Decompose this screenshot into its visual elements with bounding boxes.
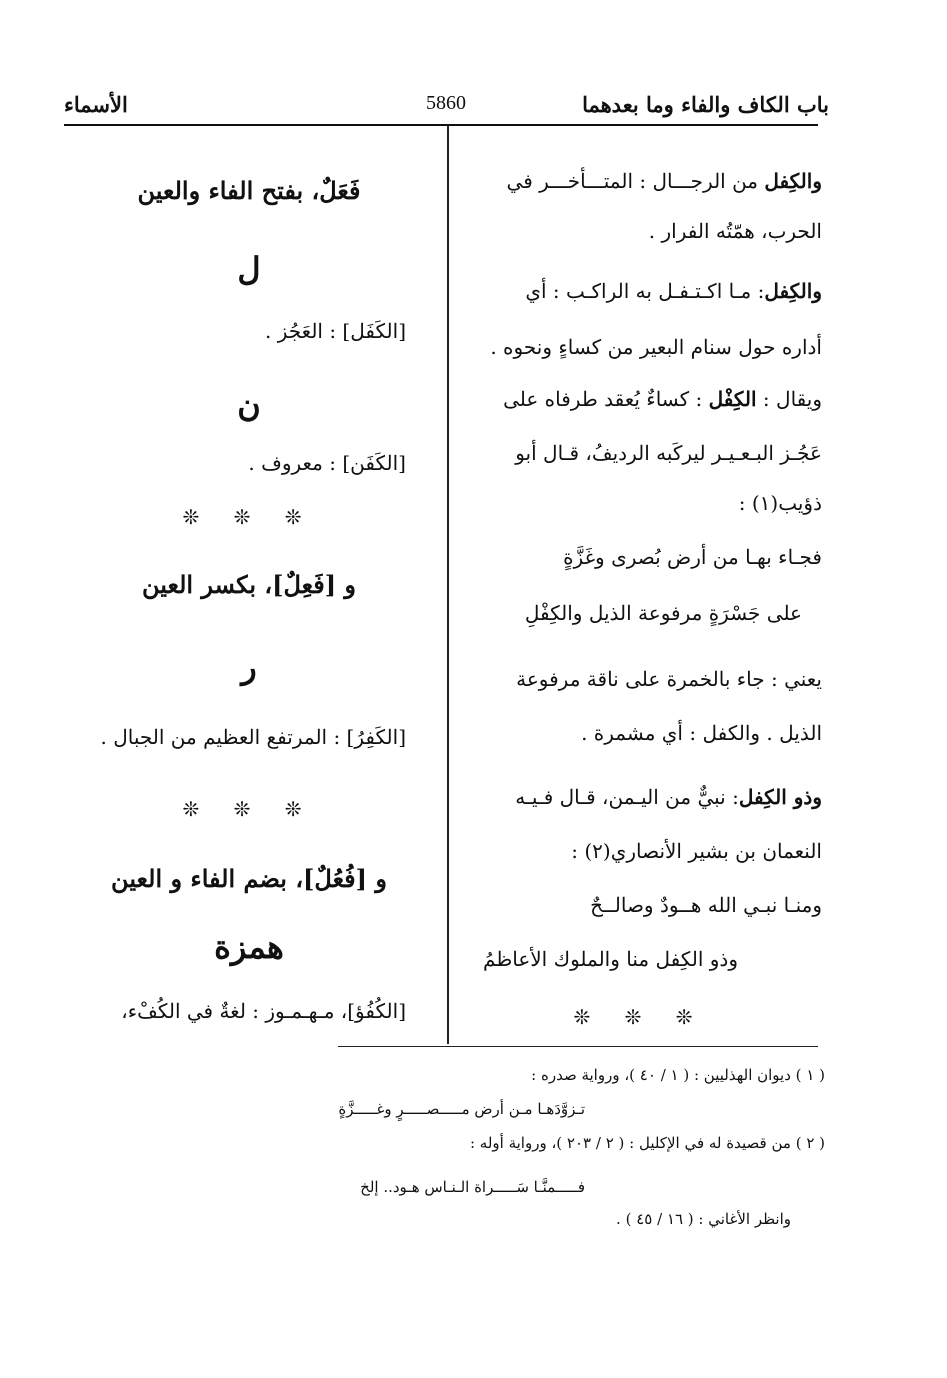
column-divider xyxy=(447,126,449,1044)
pattern-heading: و [فَعِلٌ]، بكسر العين xyxy=(142,570,356,599)
entry-line: ويقال : الكِفْل : كساءٌ يُعقد طرفاه على xyxy=(503,387,822,411)
letter-heading: همزة xyxy=(214,928,284,966)
letter-heading: ل xyxy=(237,250,261,288)
footnote: ( ٢ ) من قصيدة له في الإكليل : ( ٢ / ٢٠٣ )، ورواية أوله : xyxy=(469,1134,825,1152)
footnote: وانظر الأغاني : ( ١٦ / ٤٥ ) . xyxy=(616,1210,791,1228)
verse-line: ومنـا نبـي الله هــودٌ وصالــحٌ xyxy=(590,893,822,917)
footnote: ( ١ ) ديوان الهذليين : ( ١ / ٤٠ )، ورواية صدره : xyxy=(531,1066,825,1084)
footnote-rule xyxy=(338,1046,818,1047)
verse-line: وذو الكِفل منا والملوك الأعاظمُ xyxy=(483,947,738,971)
letter-heading: ر xyxy=(241,648,257,686)
footnote-verse: تـزوَّدَهـا مـن أرض مـــــصـــــرٍ وغـــــزَّةٍ xyxy=(338,1100,585,1118)
entry-line: النعمان بن بشير الأنصاري(٢) : xyxy=(571,839,822,863)
entry-line: [الكَفِرُ] : المرتفع العظيم من الجبال . xyxy=(100,725,406,749)
pattern-heading: فَعَلٌ، بفتح الفاء والعين xyxy=(137,176,361,205)
separator-stars: ❊ ❊ ❊ xyxy=(573,1005,707,1029)
entry-line: وذو الكِفل: نبيٌّ من اليـمن، قـال فـيـه xyxy=(515,785,822,809)
entry-line: عَجُـز البـعـيـر ليركَبه الرديفُ، قـال أبو xyxy=(515,441,822,465)
separator-stars: ❊ ❊ ❊ xyxy=(182,505,316,529)
entry-line: يعني : جاء بالخمرة على ناقة مرفوعة xyxy=(516,667,822,691)
separator-stars: ❊ ❊ ❊ xyxy=(182,797,316,821)
verse-line: فجـاء بهـا من أرض بُصرى وغَزَّةٍ xyxy=(563,545,822,569)
entry-line: [الكَفَن] : معروف . xyxy=(248,451,406,475)
entry-line: والكِفل: مـا اكـتـفـل به الراكـب : أي xyxy=(525,279,822,303)
entry-line: [الكُفُؤ]، مـهـمـوز : لغةٌ في الكُفْء، xyxy=(121,999,406,1023)
entry-line: والكِفل من الرجـــال : المتـــأخـــر في xyxy=(506,169,822,193)
section-title: الأسماء xyxy=(64,92,128,117)
entry-line: [الكَفَل] : العَجُز . xyxy=(265,319,406,343)
entry-line: أداره حول سنام البعير من كساءٍ ونحوه . xyxy=(490,335,822,359)
entry-line: الحرب، همّتُه الفرار . xyxy=(648,219,822,243)
footnote-verse: فـــــمنَّـا سَـــــراة الـنـاس هـود.. إلخ xyxy=(360,1178,585,1196)
entry-line: الذيل . والكفل : أي مشمرة . xyxy=(581,721,822,745)
pattern-heading: و [فُعُلٌ]، بضم الفاء و العين xyxy=(111,864,387,893)
entry-line: ذؤيب(١) : xyxy=(738,491,822,515)
chapter-title: باب الكاف والفاء وما بعدهما xyxy=(582,92,829,117)
letter-heading: ن xyxy=(237,386,261,424)
verse-line: على جَسْرَةٍ مرفوعة الذيل والكِفْلِ xyxy=(524,601,802,625)
page-number: 5860 xyxy=(426,92,466,114)
header-rule xyxy=(64,124,818,126)
